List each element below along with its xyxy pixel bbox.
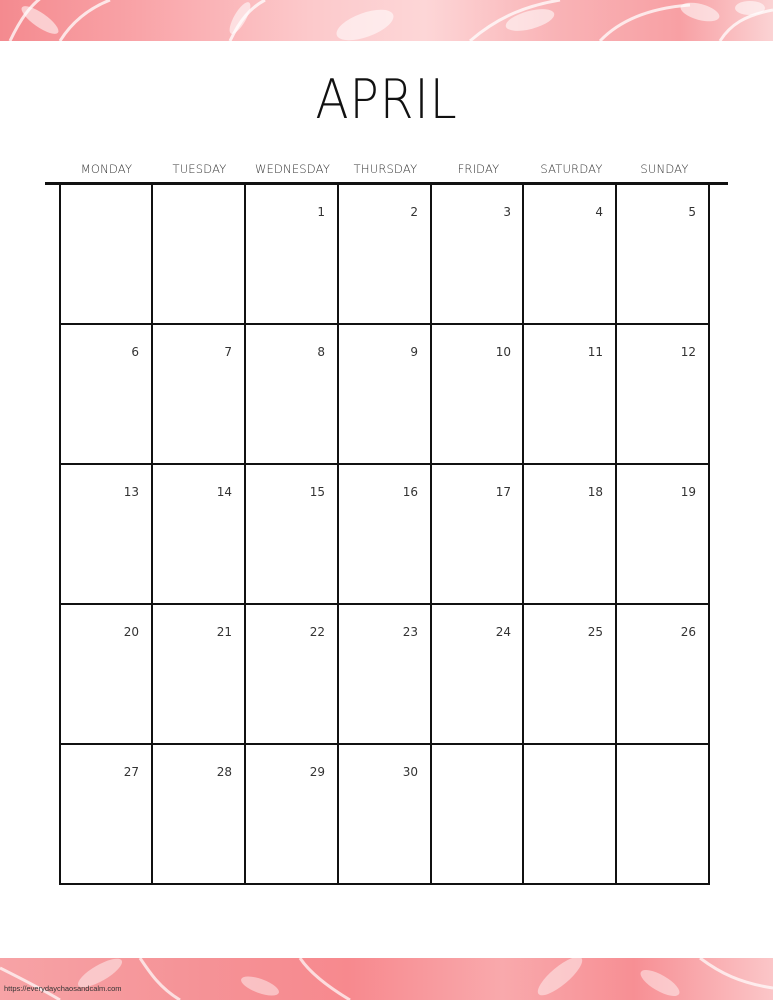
day-number: 16	[402, 485, 418, 499]
day-number: 10	[495, 345, 511, 359]
day-cell	[246, 465, 339, 605]
day-number: 11	[587, 345, 603, 359]
day-cell	[524, 465, 617, 605]
day-cell	[60, 325, 153, 465]
day-cell	[339, 605, 432, 745]
weekday-label: SATURDAY	[540, 162, 603, 176]
day-number: 29	[309, 765, 325, 779]
floral-header-band	[0, 0, 773, 41]
day-cell	[153, 465, 246, 605]
day-cell	[60, 185, 153, 325]
weekday-label: MONDAY	[80, 162, 133, 176]
day-number: 8	[317, 345, 325, 359]
weekday-label: THURSDAY	[353, 162, 418, 176]
day-number: 9	[410, 345, 418, 359]
day-cell	[60, 465, 153, 605]
day-cell	[617, 325, 710, 465]
day-number: 19	[680, 485, 696, 499]
day-cell	[524, 325, 617, 465]
day-cell	[617, 605, 710, 745]
day-number: 23	[402, 625, 418, 639]
day-cell	[246, 605, 339, 745]
day-number: 30	[402, 765, 418, 779]
day-number: 15	[309, 485, 325, 499]
day-number: 6	[131, 345, 139, 359]
month-title: APRIL	[315, 68, 458, 131]
day-cell	[246, 185, 339, 325]
day-number: 17	[495, 485, 511, 499]
day-cell	[617, 745, 710, 885]
weekday-label: WEDNESDAY	[254, 162, 331, 176]
day-number: 4	[595, 205, 603, 219]
weekday-label: TUESDAY	[172, 162, 227, 176]
weekday-label: SUNDAY	[640, 162, 689, 176]
source-url: https://everydaychaosandcalm.com	[4, 984, 122, 993]
day-number: 18	[587, 485, 603, 499]
day-cell	[524, 605, 617, 745]
day-number: 14	[216, 485, 232, 499]
day-cell	[432, 465, 525, 605]
day-cell	[339, 465, 432, 605]
day-number: 1	[317, 205, 325, 219]
weekday-label: FRIDAY	[457, 162, 500, 176]
day-number: 2	[410, 205, 418, 219]
day-cell	[617, 185, 710, 325]
day-cell	[153, 185, 246, 325]
day-number: 20	[123, 625, 139, 639]
day-cell	[60, 745, 153, 885]
day-number: 25	[587, 625, 603, 639]
floral-pattern-decoration	[0, 0, 773, 41]
day-cell	[524, 745, 617, 885]
day-cell	[153, 325, 246, 465]
day-cell	[153, 745, 246, 885]
day-cell	[432, 325, 525, 465]
day-cell	[246, 325, 339, 465]
day-cell	[339, 745, 432, 885]
day-cell	[339, 325, 432, 465]
day-cell	[524, 185, 617, 325]
day-number: 22	[309, 625, 325, 639]
day-cell	[339, 185, 432, 325]
day-number: 12	[680, 345, 696, 359]
day-number: 13	[123, 485, 139, 499]
floral-footer-band	[0, 958, 773, 1000]
day-cell	[432, 185, 525, 325]
day-cell	[617, 465, 710, 605]
day-number: 3	[503, 205, 511, 219]
day-number: 5	[688, 205, 696, 219]
day-number: 21	[216, 625, 232, 639]
day-cell	[60, 605, 153, 745]
floral-pattern-decoration	[0, 958, 773, 1000]
day-number: 24	[495, 625, 511, 639]
day-number: 27	[123, 765, 139, 779]
day-cell	[153, 605, 246, 745]
day-cell	[432, 745, 525, 885]
day-number: 28	[216, 765, 232, 779]
day-number: 7	[224, 345, 232, 359]
day-cell	[246, 745, 339, 885]
day-number: 26	[680, 625, 696, 639]
day-cell	[432, 605, 525, 745]
